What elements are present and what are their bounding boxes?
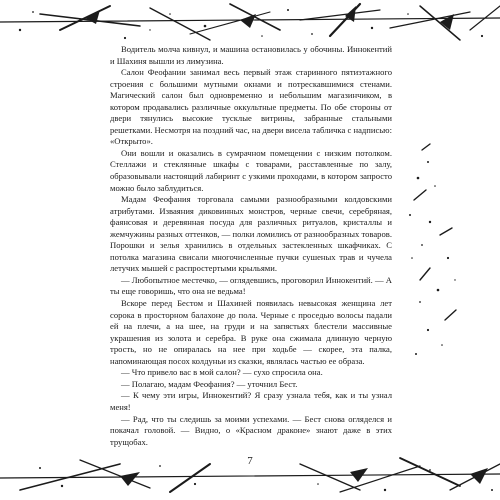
dialogue-line: — Что привело вас в мой салон? — сухо спросила она. xyxy=(121,367,323,378)
side-ink-splatter xyxy=(400,140,500,370)
dialogue-line: — Полагаю, мадам Феофания? — уточнил Бест. xyxy=(121,378,298,389)
paragraph: Водитель молча кивнул, и машина остановилась у обочины. Иннокентий и Шахиня вышли из лимузина. xyxy=(110,44,392,66)
paragraph: Вскоре перед Бестом и Шахиней появилась невысокая женщина лет сорока в просторном балахоне до пола. Черные с проседью волосы падали ей на плечи, а на шее, на груди и на запястьях блестели массивные украшения из золота и серебра. В руке она сжимала длинную черную трость, но не опиралась на нее при ходьбе — скорее, эта палка, напоминающая посох колдуньи из сказки, являлась частью ее образа. xyxy=(110,298,392,366)
paragraph: Мадам Феофания торговала самыми разнообразными колдовскими атрибутами. Изваяния диковинных монстров, черные свечи, серебряная, фаянсовая и деревянная посуда для различных ритуалов, кристаллы и жемчужины разных оттенков, — полки ломились от разнообразных товаров. Порошки и зелья хранились в отдельных застекленных шкафчиках. С потолка магазина свисали многочисленные пучки сушеных трав и чучела летучих мышей с распростертыми крыльями. xyxy=(110,194,392,274)
dialogue-line: — К чему эти игры, Иннокентий? Я сразу узнала тебя, как и ты узнал меня! xyxy=(110,390,392,412)
dialogue-line: — Любопытное местечко, — оглядевшись, проговорил Иннокентий. — А ты еще говоришь, что она не ведьма! xyxy=(110,274,392,297)
page-number: 7 xyxy=(247,455,253,467)
dialogue-line: — Рад, что ты следишь за моими успехами. — Бест снова огляделся и покачал головой. — Видно, о «Красном драконе» знают даже в этих трущобах. xyxy=(110,413,392,447)
paragraph: Салон Феофании занимал весь первый этаж старинного пятиэтажного строения с большими мутными окнами и потрескавшимися стенами. Магический салон был одновременно и небольшим магазинчиком, в котором продавались различные оккультные предметы. По обе стороны от двери тянулись высокие тусклые витрины, забранные стальными решетками. Несмотря на поздний час, на двери висела табличка с надписью: «Открыто». xyxy=(110,67,392,147)
paragraph: Они вошли и оказались в сумрачном помещении с низким потолком. Стеллажи и стеклянные шкафы с товарами, расставленные по залу, образовывали настоящий лабиринт с узкими проходами, в котором запросто можно было заблудиться. xyxy=(110,147,392,193)
body-text xyxy=(110,44,392,448)
